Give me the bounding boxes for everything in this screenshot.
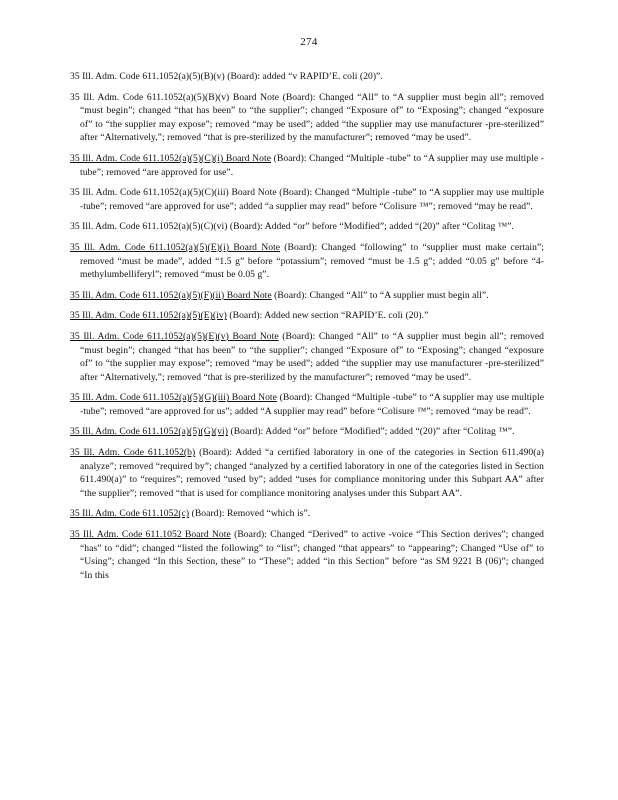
amendment-entry xyxy=(70,528,544,582)
amendment-text: (Board): Added “or” before “Modified”; added “(20)” after “Colitag ™”. xyxy=(228,426,515,438)
amendment-entry xyxy=(70,507,544,521)
amendment-entry xyxy=(70,289,544,303)
amendment-entry xyxy=(70,309,544,323)
amendment-text: (Board): Removed “which is”. xyxy=(189,508,311,520)
amendment-entry xyxy=(70,241,544,282)
amendment-text: (Board): Added “a certified laboratory in one of the categories in Section 611.490(a) analyze”; removed “required by”; changed “analyzed by a certified laboratory in one of the categories listed in Section 611.490(a)” to “requires”; removed “used by”; added “uses for compliance monitoring under this Subpart AA” after “the supplier”; removed “that is used for compliance monitoring analyses under this Subpart AA”. xyxy=(80,447,545,499)
code-citation: 35 Ill. Adm. Code 611.1052(a)(5)(C)(i) Board Note xyxy=(70,152,272,164)
amendment-text: (Board): Changed “All” to “A supplier must begin all”. xyxy=(271,289,489,301)
amendment-entry xyxy=(70,91,544,145)
amendment-entry xyxy=(70,391,544,418)
amendment-entry xyxy=(70,70,544,84)
code-citation: 35 Ill. Adm. Code 611.1052(a)(5)(C)(iii) Board Note xyxy=(70,187,277,199)
code-citation: 35 Ill. Adm. Code 611.1052(a)(5)(B)(v) xyxy=(70,71,225,82)
code-citation: 35 Ill. Adm. Code 611.1052(a)(5)(G)(vi) xyxy=(70,426,228,438)
code-citation: 35 Ill. Adm. Code 611.1052(b) xyxy=(70,447,196,459)
amendment-entry xyxy=(70,425,544,439)
amendment-text: (Board): Changed “All” to “A supplier must begin all”; removed “must begin”; changed “that has been” to “the supplier”; changed “Exposure of” to “Exposing”; changed “exposure of” to “the supplier may expose”; removed “may be used”; added “the supplier may use manufacturer -pre-sterilized” after “Alternatively,”; removed “that is pre-sterilized by the manufacturer”; removed “may be used”. xyxy=(80,330,544,383)
amendment-text: (Board): added “v RAPID’E. coli (20)”. xyxy=(224,71,383,82)
code-citation: 35 Ill. Adm. Code 611.1052(a)(5)(E)(i) Board Note xyxy=(70,241,281,253)
amendment-entry xyxy=(70,446,544,500)
amendment-text: (Board): Changed “Derived” to active -voice “This Section derives”; changed “has” to “did”; changed “listed the following” to “list”; changed “that appears” to “appearing”; Changed “Use of” to “Using”; changed “In this Section, these” to “These”; added “in this Section” before “as SM 9221 B (06)”; changed “In this xyxy=(80,529,544,581)
code-citation: 35 Ill. Adm. Code 611.1052 Board Note xyxy=(70,529,231,541)
amendment-entry xyxy=(70,330,544,384)
page-number: 274 xyxy=(300,36,318,48)
amendment-text: (Board): Changed “Multiple -tube” to “A supplier may use multiple -tube”; removed “are approved for use”. xyxy=(80,152,544,178)
code-citation: 35 Ill. Adm. Code 611.1052(a)(5)(C)(vi) xyxy=(70,221,228,233)
amendment-text: (Board): Added “or” before “Modified”; added “(20)” after “Colitag ™”. xyxy=(227,221,514,233)
amendment-text: (Board): Changed “Multiple -tube” to “A supplier may use multiple -tube”; removed “are approved for us”; added “A supplier may read” before “Colisure ™”; removed “may be read”. xyxy=(80,392,544,417)
amendment-text: (Board): Changed “following” to “supplier must make certain”; removed “must be made”, added “1.5 g” before “potassium”; removed “must be 1.5 g”; added “0.05 g” before “4-methylumbelliferyl”; removed “must be 0.05 g”. xyxy=(80,241,544,281)
code-citation: 35 Ill. Adm. Code 611.1052(a)(5)(G)(iii) Board Note xyxy=(70,392,277,404)
code-citation: 35 Ill. Adm. Code 611.1052(a)(5)(E)(v) Board Note xyxy=(70,330,279,342)
amendment-entry xyxy=(70,152,544,179)
amendment-list xyxy=(70,70,544,589)
amendment-text: (Board): Added new section “RAPID’E. coli (20).” xyxy=(226,310,429,322)
amendment-entry xyxy=(70,220,544,234)
code-citation: 35 Ill. Adm. Code 611.1052(c) xyxy=(70,508,190,520)
amendment-text: (Board): Changed “Multiple -tube” to “A supplier may use multiple -tube”; removed “are approved for use”; added “a supplier may read” before “Colisure ™”; removed “may be read”. xyxy=(80,187,545,212)
amendment-entry xyxy=(70,186,544,213)
code-citation: 35 Ill. Adm. Code 611.1052(a)(5)(F)(ii) Board Note xyxy=(70,289,272,301)
code-citation: 35 Ill. Adm. Code 611.1052(a)(5)(E)(iv) xyxy=(70,310,227,322)
code-citation: 35 Ill. Adm. Code 611.1052(a)(5)(B)(v) Board Note xyxy=(70,91,280,103)
amendment-text: (Board): Changed “All” to “A supplier must begin all”; removed “must begin”; changed “that has been” to “the supplier”; changed “Exposure of” to “Exposing”; changed “exposure of” to “the supplier may expose”; removed “may be used”; added “the supplier may use manufacturer -pre-sterilized” after “Alternatively,”; removed “that is pre-sterilized by the manufacturer”; removed “may be used”. xyxy=(80,91,544,144)
